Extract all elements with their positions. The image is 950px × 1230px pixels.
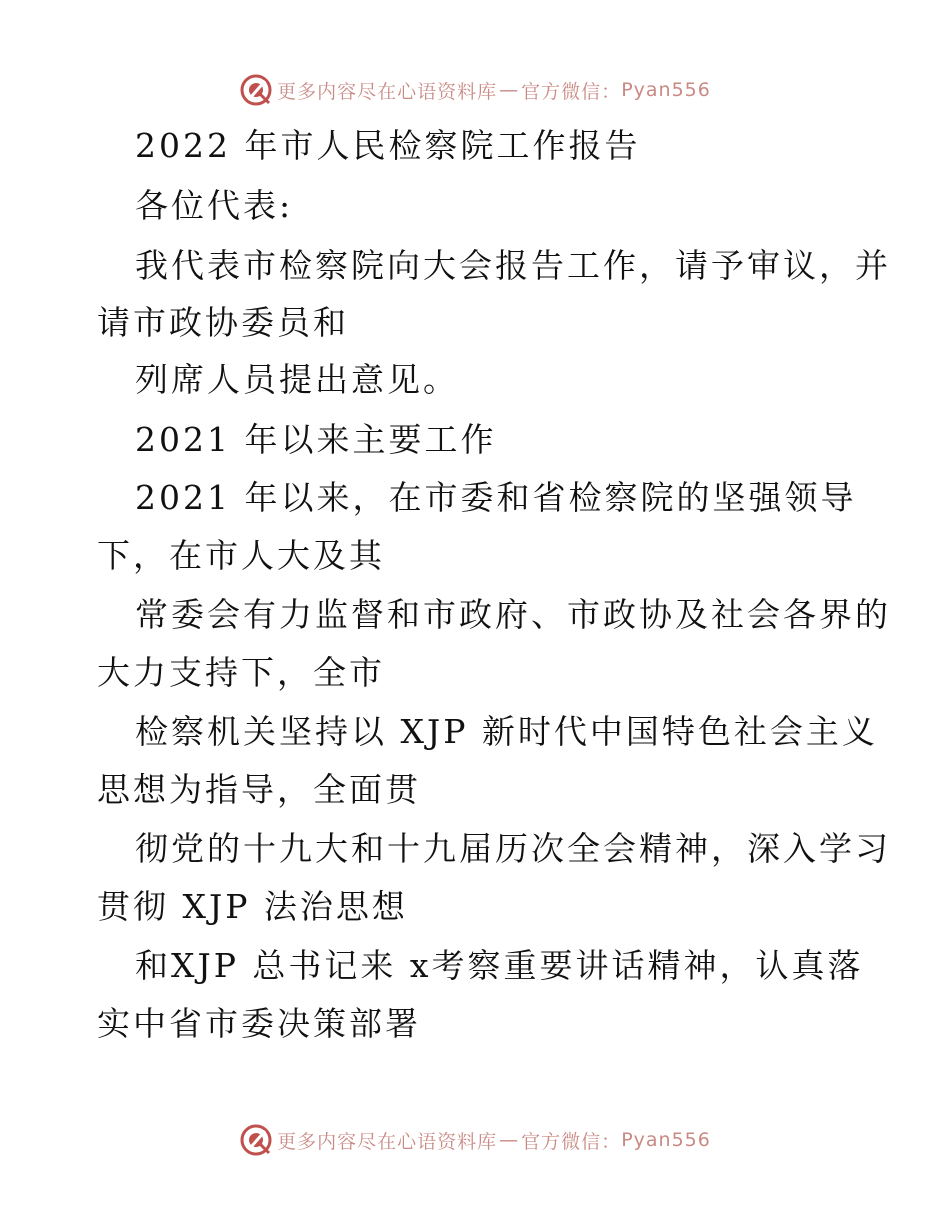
paragraph-line: 我代表市检察院向大会报告工作，请予审议，并	[135, 246, 891, 285]
paragraph-line: 思想为指导，全面贯	[97, 770, 421, 809]
brand-logo-icon	[239, 1123, 273, 1157]
paragraph-line: 实中省市委决策部署	[97, 1004, 421, 1043]
paragraph-line: 请市政协委员和	[97, 303, 349, 342]
paragraph-line: 常委会有力监督和市政府、市政协及社会各界的	[135, 595, 891, 634]
watermark-text: 更多内容尽在心语资料库	[277, 1130, 498, 1153]
paragraph-line: 列席人员提出意见。	[135, 360, 459, 399]
paragraph-line: 下，在市人大及其	[97, 536, 385, 575]
document-title: 2022 年市人民检察院工作报告	[135, 126, 641, 165]
watermark-wechat-id: Pyan556	[621, 79, 711, 101]
section-heading: 2021 年以来主要工作	[135, 420, 497, 459]
paragraph-line: 检察机关坚持以 XJP 新时代中国特色社会主义	[135, 712, 878, 751]
watermark-separator: —	[499, 1129, 520, 1151]
watermark-separator: —	[499, 79, 520, 101]
salutation: 各位代表:	[135, 186, 294, 225]
watermark-text: 更多内容尽在心语资料库	[277, 80, 498, 103]
watermark-wechat-id: Pyan556	[621, 1129, 711, 1151]
paragraph-line: 大力支持下，全市	[97, 653, 385, 692]
paragraph-line: 和XJP 总书记来 x考察重要讲话精神，认真落	[135, 946, 864, 985]
watermark-banner-bottom	[0, 1120, 950, 1160]
paragraph-line: 2021 年以来，在市委和省检察院的坚强领导	[135, 478, 857, 517]
watermark-wechat-label: 官方微信：	[521, 1130, 622, 1153]
paragraph-line: 彻党的十九大和十九届历次全会精神，深入学习	[135, 829, 891, 868]
watermark-wechat-label: 官方微信：	[521, 80, 622, 103]
paragraph-line: 贯彻 XJP 法治思想	[97, 887, 408, 926]
